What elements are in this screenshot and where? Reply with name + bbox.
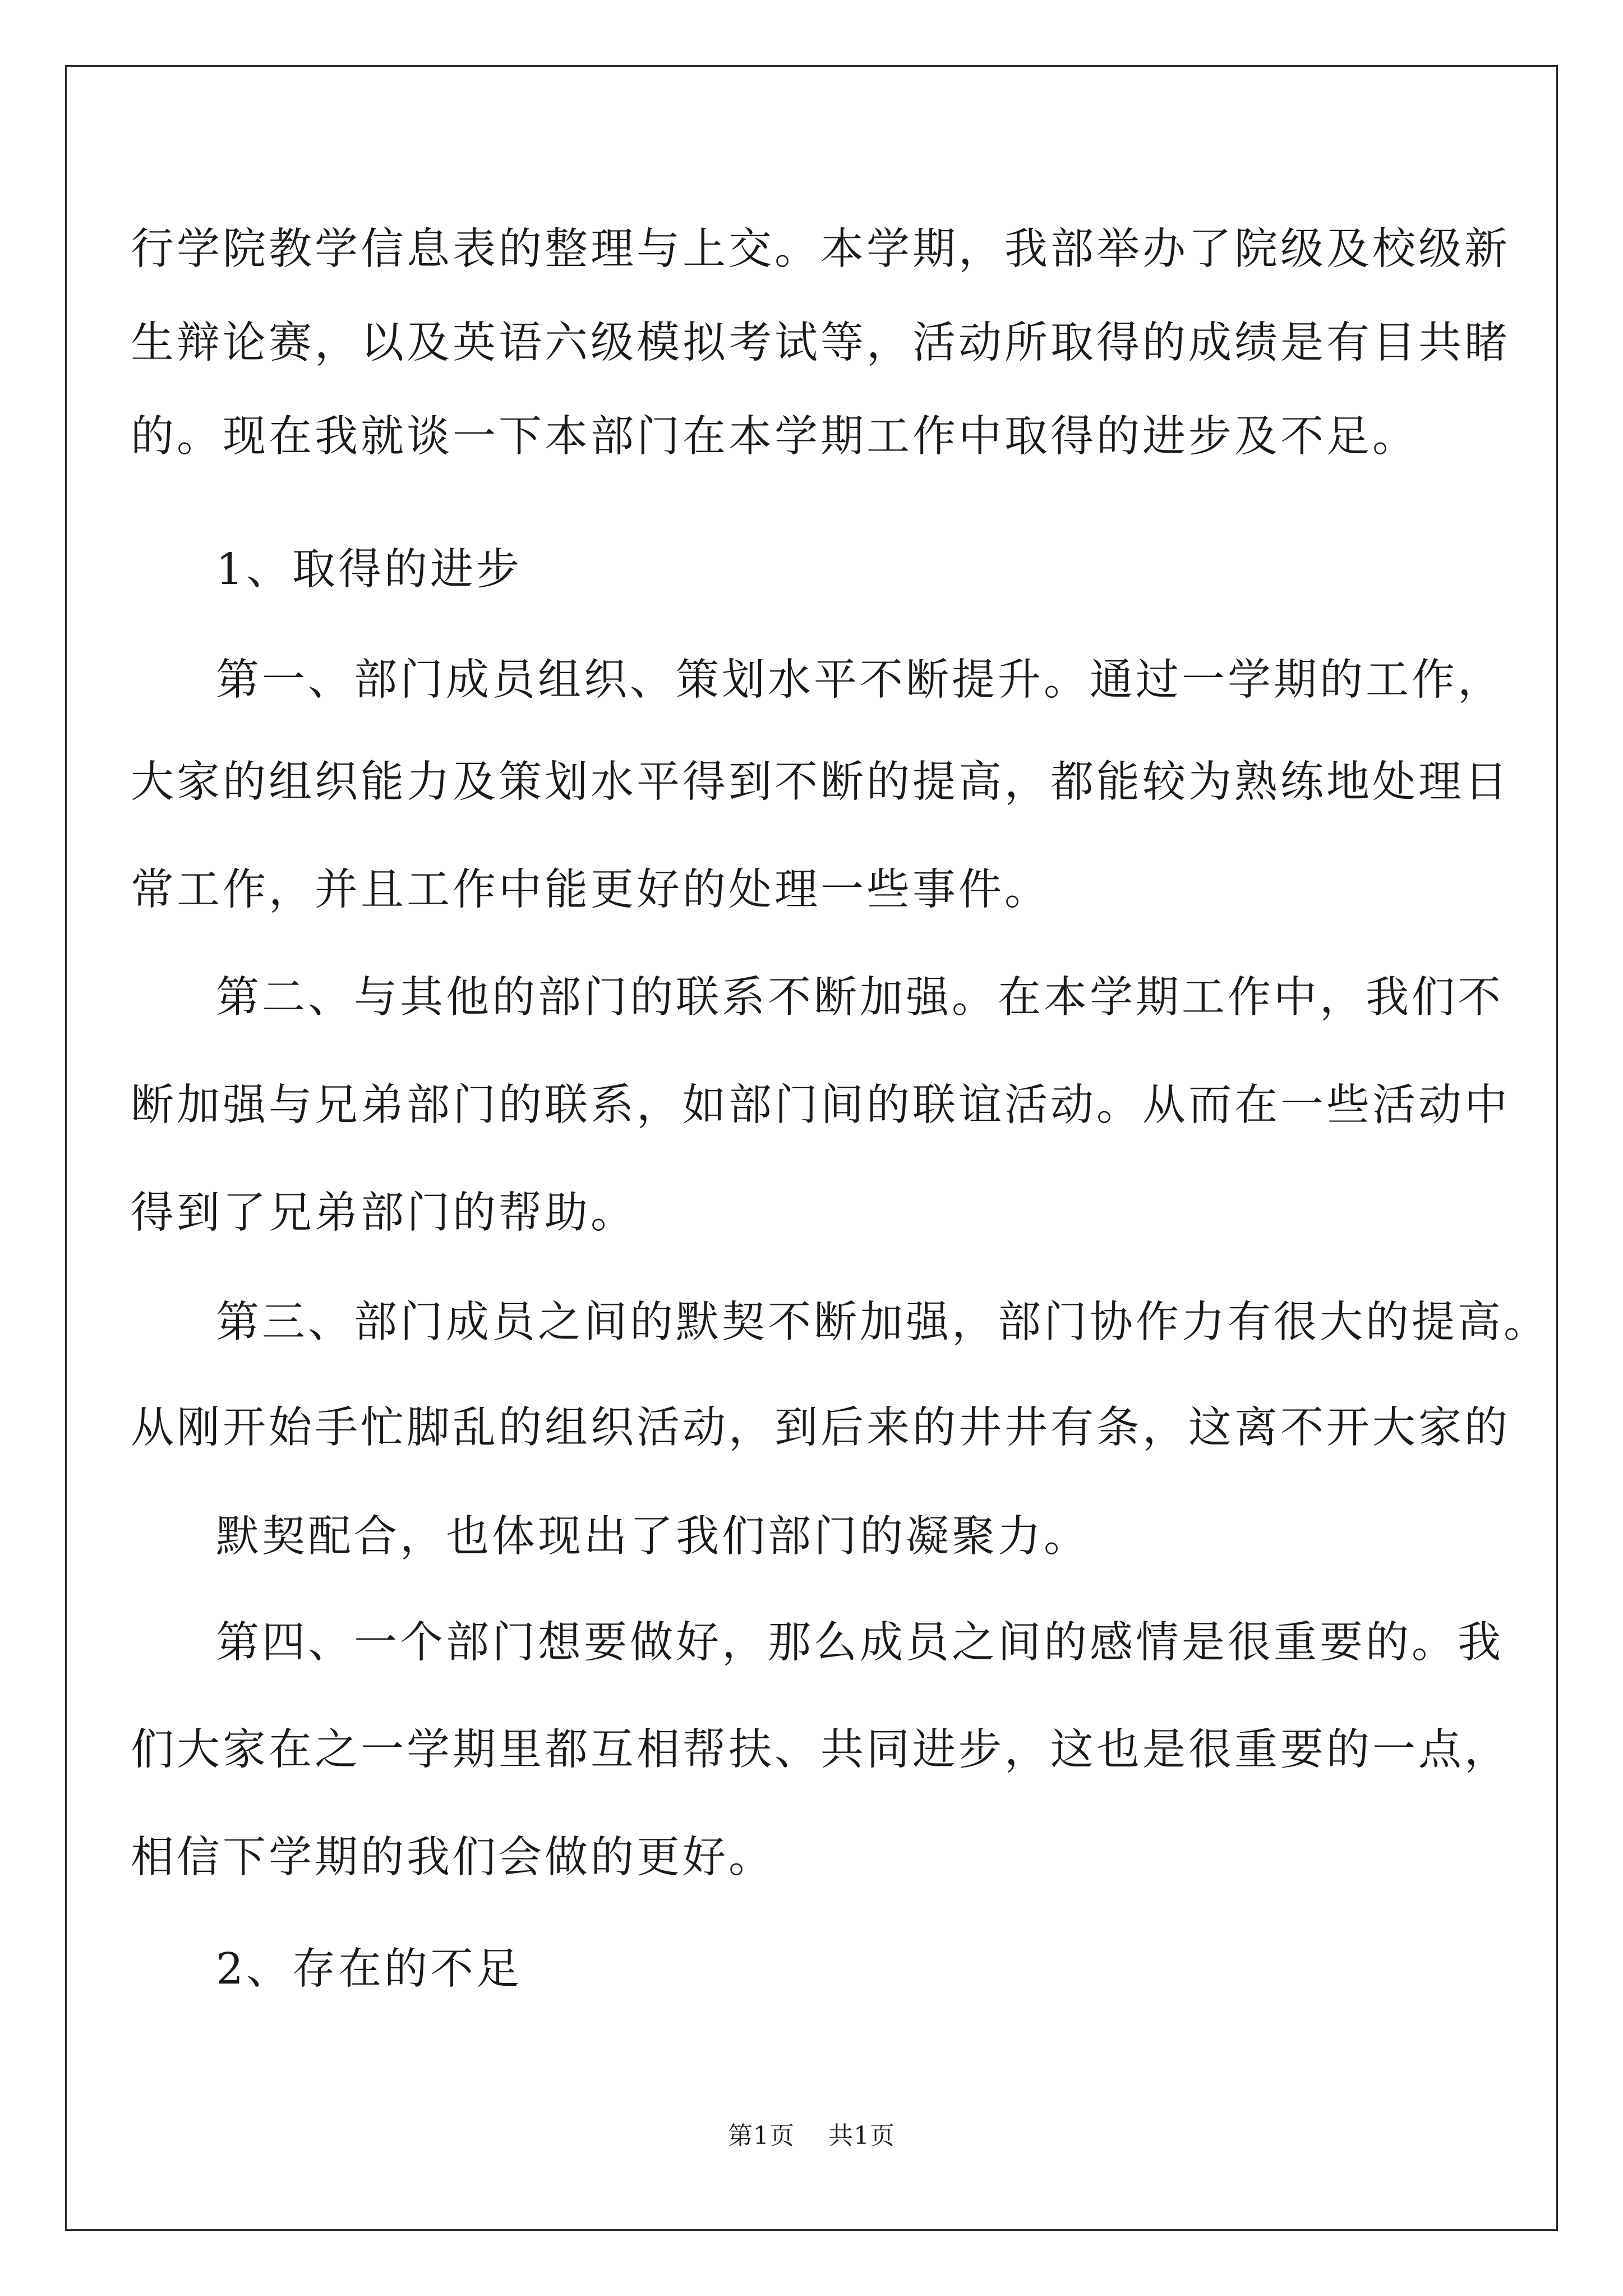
- section-heading: 1、取得的进步: [216, 545, 522, 595]
- paragraph-line: 的。现在我就谈一下本部门在本学期工作中取得的进步及不足。: [131, 412, 1418, 462]
- paragraph-line: 得到了兄弟部门的帮助。: [131, 1188, 637, 1238]
- paragraph-line: 行学院教学信息表的整理与上交。本学期，我部举办了院级及校级新: [131, 224, 1510, 274]
- section-heading: 2、存在的不足: [216, 1944, 522, 1994]
- paragraph-line: 第四、一个部门想要做好，那么成员之间的感情是很重要的。我: [216, 1618, 1504, 1668]
- paragraph-line: 第三、部门成员之间的默契不断加强，部门协作力有很大的提高。: [216, 1297, 1550, 1347]
- page-number-total: 共1页: [828, 2122, 895, 2150]
- paragraph-line: 们大家在之一学期里都互相帮扶、共同进步，这也是很重要的一点，: [131, 1725, 1510, 1775]
- page-number-current: 第1页: [728, 2122, 795, 2150]
- paragraph-line: 默契配合，也体现出了我们部门的凝聚力。: [216, 1512, 1090, 1562]
- page-footer: [0, 2119, 1623, 2153]
- paragraph-line: 从刚开始手忙脚乱的组织活动，到后来的井井有条，这离不开大家的: [131, 1403, 1510, 1453]
- paragraph-line: 第一、部门成员组织、策划水平不断提升。通过一学期的工作，: [216, 655, 1504, 705]
- paragraph-line: 第二、与其他的部门的联系不断加强。在本学期工作中，我们不: [216, 973, 1504, 1023]
- paragraph-line: 常工作，并且工作中能更好的处理一些事件。: [131, 865, 1050, 915]
- paragraph-line: 相信下学期的我们会做的更好。: [131, 1833, 774, 1883]
- paragraph-line: 断加强与兄弟部门的联系，如部门间的联谊活动。从而在一些活动中: [131, 1080, 1510, 1130]
- paragraph-line: 生辩论赛，以及英语六级模拟考试等，活动所取得的成绩是有目共睹: [131, 318, 1510, 368]
- page-border: [65, 65, 1558, 2231]
- paragraph-line: 大家的组织能力及策划水平得到不断的提高，都能较为熟练地处理日: [131, 757, 1510, 807]
